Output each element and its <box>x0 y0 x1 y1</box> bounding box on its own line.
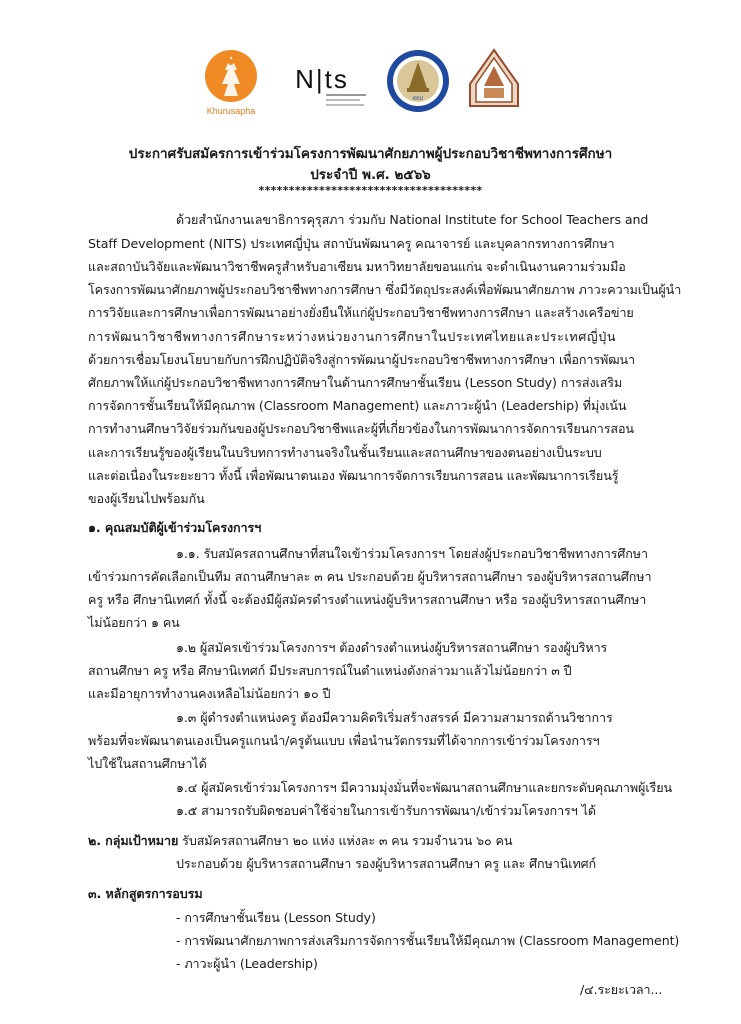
intro-line: การพัฒนาวิชาชีพทางการศึกษาระหว่างหน่วยงานการศึกษาในประเทศไทยและประเทศญี่ปุ่น <box>88 329 617 344</box>
announcement-year: ประจำปี พ.ศ. ๒๕๖๖ <box>310 167 431 183</box>
section1-line: ไม่น้อยกว่า ๑ คน <box>88 615 180 630</box>
logo-bar <box>0 48 741 118</box>
intro-line: โครงการพัฒนาศักยภาพผู้ประกอบวิชาชีพทางการศึกษา ซึ่งมีวัตถุประสงค์เพื่อพัฒนาศักยภาพ ภาวะความเป็นผู้นำ <box>88 282 682 297</box>
section1-line: เข้าร่วมการคัดเลือกเป็นทีม สถานศึกษาละ ๓ คน ประกอบด้วย ผู้บริหารสถานศึกษา รองผู้บริหารสถานศึกษา <box>88 569 652 584</box>
institute-seal-logo <box>466 48 522 110</box>
intro-line: และการเรียนรู้ของผู้เรียนในบริบทการทำงานจริงในชั้นเรียนและสถานศึกษาของตนอย่างเป็นระบบ <box>88 445 602 460</box>
star-divider: ************************************* <box>258 184 483 197</box>
intro-line: และต่อเนื่องในระยะยาว ทั้งนี้ เพื่อพัฒนาตนเอง พัฒนาการจัดการเรียนการสอน และพัฒนาการเรียนรู้ <box>88 468 619 483</box>
section1-line: ๑.๕ สามารถรับผิดชอบค่าใช้จ่ายในการเข้ารับการพัฒนา/เข้าร่วมโครงการฯ ได้ <box>176 803 596 818</box>
intro-line: การจัดการชั้นเรียนให้มีคุณภาพ (Classroom Management) และภาวะผู้นำ (Leadership) ที่มุ่งเน้น <box>88 398 627 413</box>
svg-text:KKU: KKU <box>412 96 424 102</box>
section1-line: พร้อมที่จะพัฒนาตนเองเป็นครูแกนนำ/ครูต้นแบบ เพื่อนำนวัตกรรมที่ได้จากการเข้าร่วมโครงการฯ <box>88 733 600 748</box>
intro-line: การวิจัยและการศึกษาเพื่อการพัฒนาอย่างยั่งยืนให้แก่ผู้ประกอบวิชาชีพทางการศึกษา และสร้างเครือข่าย <box>88 305 634 320</box>
khurusapha-logo <box>196 48 266 118</box>
section2-text: รับสมัครสถานศึกษา ๒๐ แห่ง แห่งละ ๓ คน รวมจำนวน ๖๐ คน <box>182 833 513 848</box>
section1-line: ๑.๒ ผู้สมัครเข้าร่วมโครงการฯ ต้องดำรงตำแหน่งผู้บริหารสถานศึกษา รองผู้บริหาร <box>176 640 608 655</box>
section1-line: ๑.๑. รับสมัครสถานศึกษาที่สนใจเข้าร่วมโครงการฯ โดยส่งผู้ประกอบวิชาชีพทางการศึกษา <box>176 546 648 561</box>
section1-line: ไปใช้ในสถานศึกษาได้ <box>88 756 207 771</box>
section1-heading: ๑. คุณสมบัติผู้เข้าร่วมโครงการฯ <box>88 520 262 535</box>
svg-text:N|ts: N|ts <box>295 64 349 94</box>
section1-line: และมีอายุการทำงานคงเหลือไม่น้อยกว่า ๑๐ ปี <box>88 686 331 701</box>
intro-line: ด้วยการเชื่อมโยงนโยบายกับการฝึกปฏิบัติจริงสู่การพัฒนาผู้ประกอบวิชาชีพทางการศึกษา เพื่อการพัฒนา <box>88 352 635 367</box>
intro-line: ศักยภาพให้แก่ผู้ประกอบวิชาชีพทางการศึกษาในด้านการศึกษาชั้นเรียน (Lesson Study) การส่งเสริม <box>88 375 623 390</box>
announcement-title: ประกาศรับสมัครการเข้าร่วมโครงการพัฒนาศักยภาพผู้ประกอบวิชาชีพทางการศึกษา <box>128 146 613 162</box>
section1-line: สถานศึกษา ครู หรือ ศึกษานิเทศก์ มีประสบการณ์ในตำแหน่งดังกล่าวมาแล้วไม่น้อยกว่า ๓ ปี <box>88 663 572 678</box>
section1-line: ๑.๔ ผู้สมัครเข้าร่วมโครงการฯ มีความมุ่งมั่นที่จะพัฒนาสถานศึกษาและยกระดับคุณภาพผู้เรียน <box>176 780 672 795</box>
section1-line: ครู หรือ ศึกษานิเทศก์ ทั้งนี้ จะต้องมีผู้สมัครดำรงตำแหน่งผู้บริหารสถานศึกษา หรือ รองผู้บริหารสถานศึกษา <box>88 592 647 607</box>
course-item: - ภาวะผู้นำ (Leadership) <box>176 956 318 971</box>
nits-logo <box>276 56 368 116</box>
intro-line: ของผู้เรียนไปพร้อมกัน <box>88 491 205 506</box>
section2-line: ประกอบด้วย ผู้บริหารสถานศึกษา รองผู้บริหารสถานศึกษา ครู และ ศึกษานิเทศก์ <box>176 856 597 871</box>
intro-line: และสถาบันวิจัยและพัฒนาวิชาชีพครูสำหรับอาเซียน มหาวิทยาลัยขอนแก่น จะดำเนินงานความร่วมมือ <box>88 259 626 274</box>
continuation-note: /๔.ระยะเวลา... <box>580 982 663 997</box>
section1-line: ๑.๓ ผู้ดำรงตำแหน่งครู ต้องมีความคิดริเริ่มสร้างสรรค์ มีความสามารถด้านวิชาการ <box>176 710 613 725</box>
course-item: - การศึกษาชั้นเรียน (Lesson Study) <box>176 910 376 925</box>
section3-heading: ๓. หลักสูตรการอบรม <box>88 886 203 901</box>
section2-heading: ๒. กลุ่มเป้าหมาย <box>88 833 179 848</box>
kku-seal-logo <box>383 48 453 114</box>
svg-text:Khurusapha: Khurusapha <box>206 106 256 116</box>
intro-line: การทำงานศึกษาวิจัยร่วมกันของผู้ประกอบวิชาชีพและผู้ที่เกี่ยวข้องในการพัฒนาการจัดการเรียนการสอน <box>88 421 634 436</box>
intro-line: ด้วยสำนักงานเลขาธิการคุรุสภา ร่วมกับ National Institute for School Teachers and <box>176 212 649 227</box>
intro-line: Staff Development (NITS) ประเทศญี่ปุ่น สถาบันพัฒนาครู คณาจารย์ และบุคลากรทางการศึกษา <box>88 236 615 251</box>
section2-line <box>88 831 512 851</box>
course-item: - การพัฒนาศักยภาพการส่งเสริมการจัดการชั้นเรียนให้มีคุณภาพ (Classroom Management) <box>176 933 680 948</box>
